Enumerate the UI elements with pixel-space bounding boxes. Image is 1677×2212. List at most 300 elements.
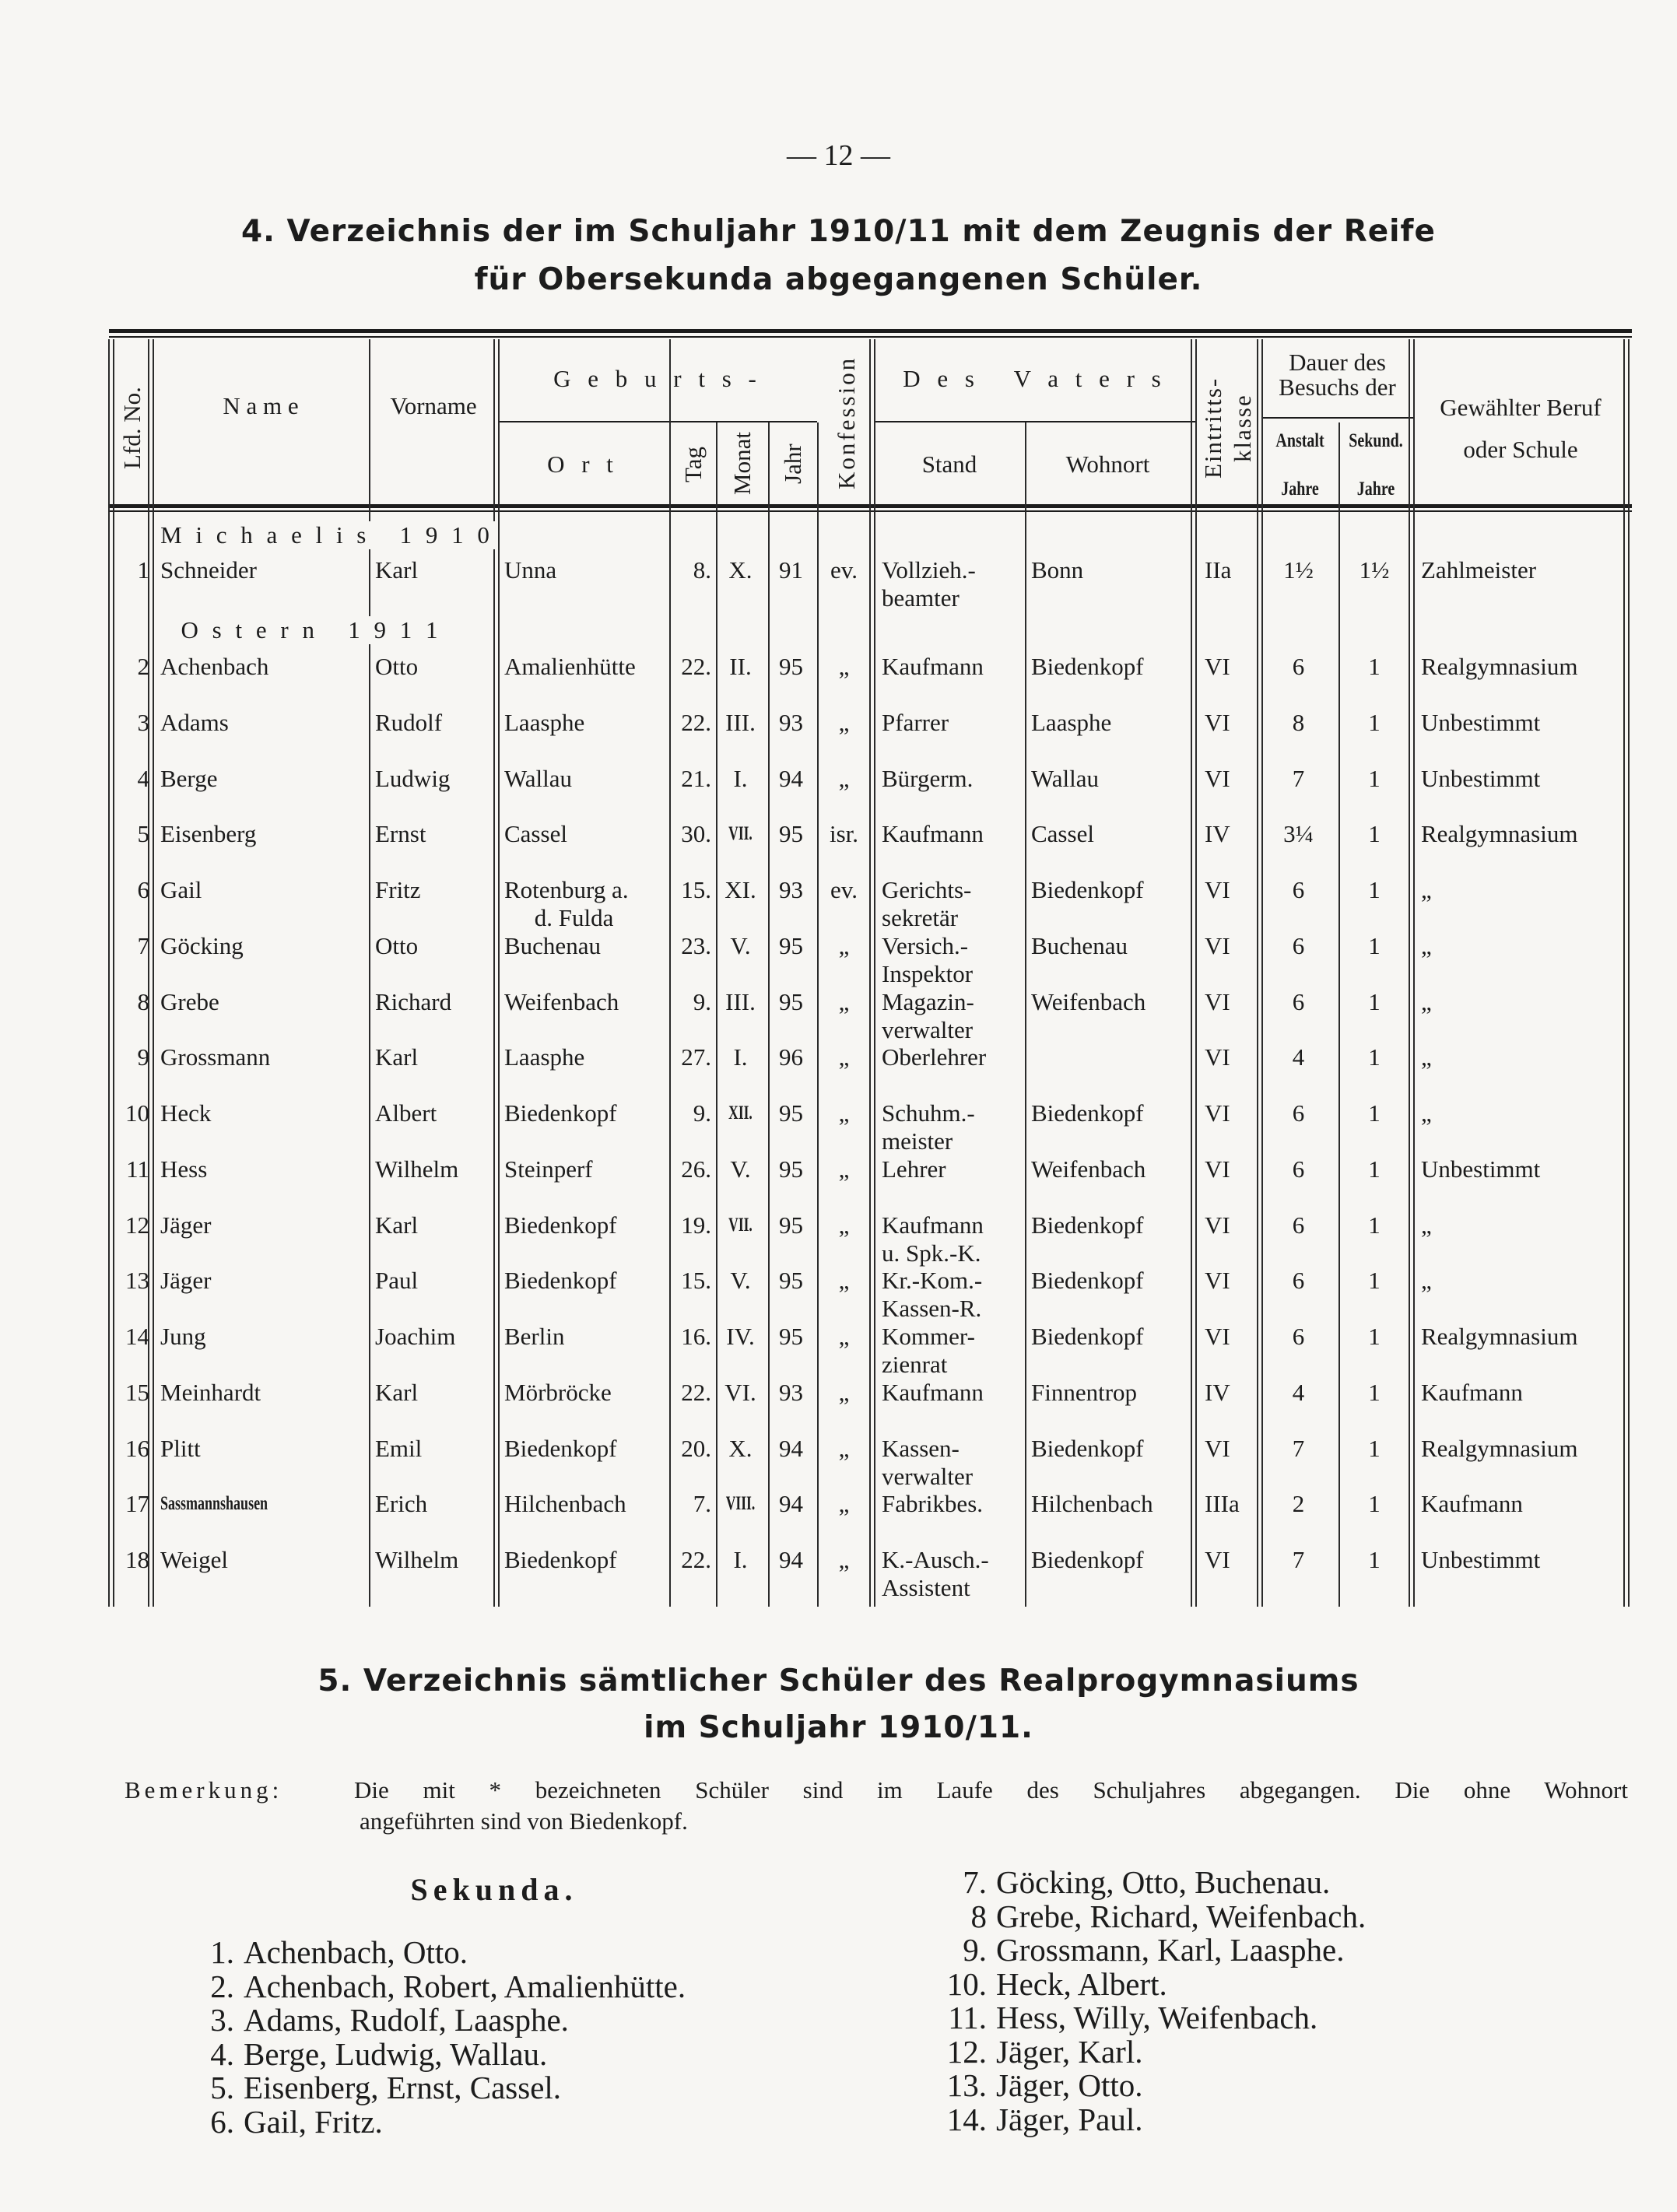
- table-cell-name: Jung: [160, 1323, 206, 1350]
- table-cell-beruf: Unbestimmt: [1421, 1155, 1541, 1183]
- table-cell-vorname: Karl: [375, 1211, 419, 1239]
- table-cell-tag: 15.: [681, 876, 711, 903]
- table-cell-tag: 19.: [681, 1211, 711, 1239]
- table-cell-tag: 22.: [681, 1546, 711, 1573]
- table-cell-name: Hess: [160, 1155, 208, 1183]
- page-number: — 12 —: [787, 139, 890, 172]
- table-cell-anstalt: 6: [1292, 931, 1305, 959]
- table-cell-jahr: 94: [779, 1490, 803, 1518]
- student-number: 12.: [946, 2033, 987, 2070]
- table-cell-no: 8: [137, 987, 149, 1015]
- table-cell-klasse: VI: [1205, 764, 1230, 792]
- table-cell-konf: „: [838, 931, 850, 959]
- note-line2: angeführten sind von Biedenkopf.: [360, 1807, 688, 1835]
- table-cell-sekund: 1: [1368, 653, 1381, 680]
- column-divider: [1409, 339, 1410, 1607]
- table-cell-wohnort: Bonn: [1031, 556, 1084, 584]
- table-cell-wohnort: Finnentrop: [1031, 1378, 1138, 1406]
- table-cell-vorname: Joachim: [375, 1323, 456, 1350]
- table-cell-name: Achenbach: [160, 653, 269, 680]
- table-cell-stand: Oberlehrer: [882, 1043, 987, 1071]
- student-number: 2.: [210, 1968, 234, 2004]
- table-cell-no: 5: [137, 820, 149, 848]
- table-cell-ort: Rotenburg a. d. Fulda: [504, 876, 629, 931]
- table-cell-jahr: 94: [779, 1434, 803, 1462]
- table-cell-no: 7: [137, 931, 149, 959]
- student-number: 1.: [210, 1934, 234, 1970]
- table-cell-stand: Pfarrer: [882, 708, 949, 736]
- table-cell-name: Jäger: [160, 1211, 212, 1239]
- column-divider: [148, 339, 149, 1607]
- table-cell-wohnort: Wallau: [1031, 764, 1100, 792]
- table-cell-name: Schneider: [160, 556, 257, 584]
- table-cell-ort: Biedenkopf: [504, 1434, 617, 1462]
- table-cell-anstalt: 7: [1292, 1546, 1305, 1573]
- table-top-rule: [109, 329, 1632, 333]
- column-divider: [108, 339, 110, 1607]
- table-cell-wohnort: Laasphe: [1031, 708, 1112, 736]
- table-cell-konf: isr.: [829, 820, 859, 848]
- table-cell-klasse: VI: [1205, 1099, 1230, 1127]
- table-cell-monat: V.: [730, 931, 751, 959]
- table-cell-ort: Hilchenbach: [504, 1490, 626, 1518]
- table-cell-tag: 22.: [681, 653, 711, 680]
- table-cell-stand: Gerichts- sekretär: [882, 876, 972, 931]
- table-cell-tag: 30.: [681, 820, 711, 848]
- table-cell-beruf: Kaufmann: [1421, 1490, 1523, 1518]
- table-cell-beruf: „: [1421, 1267, 1432, 1295]
- column-divider: [869, 339, 871, 1607]
- header-konfession: Konfession: [833, 356, 860, 490]
- table-cell-sekund: 1: [1368, 987, 1381, 1015]
- header-jahre-sekund: Jahre: [1356, 479, 1395, 500]
- group-michaelis: M i c h a e l i s 1 9 1 0: [156, 521, 498, 549]
- table-cell-ort: Unna: [504, 556, 557, 584]
- table-cell-no: 16: [125, 1434, 149, 1462]
- table-cell-tag: 21.: [681, 764, 711, 792]
- table-cell-wohnort: Biedenkopf: [1031, 1434, 1144, 1462]
- table-cell-klasse: VI: [1205, 1434, 1230, 1462]
- table-cell-jahr: 91: [779, 556, 803, 584]
- table-cell-anstalt: 6: [1292, 1267, 1305, 1295]
- student-entry: Berge, Ludwig, Wallau.: [244, 2035, 548, 2072]
- table-cell-klasse: IV: [1205, 820, 1230, 848]
- table-cell-klasse: VI: [1205, 708, 1230, 736]
- table-cell-jahr: 95: [779, 987, 803, 1015]
- column-divider: [874, 339, 875, 1607]
- table-cell-no: 6: [137, 876, 149, 903]
- table-cell-sekund: 1: [1368, 931, 1381, 959]
- table-cell-wohnort: Buchenau: [1031, 931, 1128, 959]
- table-cell-vorname: Karl: [375, 1378, 419, 1406]
- header-monat: Monat: [728, 432, 756, 496]
- table-cell-wohnort: Biedenkopf: [1031, 1211, 1144, 1239]
- table-cell-konf: „: [838, 1490, 850, 1518]
- table-cell-no: 11: [126, 1155, 149, 1183]
- table-cell-jahr: 95: [779, 820, 803, 848]
- table-cell-no: 10: [125, 1099, 149, 1127]
- table-cell-beruf: „: [1421, 876, 1432, 903]
- table-cell-beruf: „: [1421, 1043, 1432, 1071]
- header-dauer: Dauer des Besuchs der: [1279, 349, 1396, 401]
- table-cell-stand: Kaufmann: [882, 1378, 984, 1406]
- table-cell-jahr: 95: [779, 1267, 803, 1295]
- table-cell-stand: Kr.-Kom.- Kassen-R.: [882, 1267, 983, 1323]
- student-entry: Adams, Rudolf, Laasphe.: [244, 2002, 569, 2038]
- header-name: N a m e: [223, 392, 299, 419]
- header-sekund: Sekund.: [1349, 430, 1403, 451]
- table-cell-tag: 7.: [693, 1490, 711, 1518]
- table-cell-stand: Bürgerm.: [882, 764, 974, 792]
- table-cell-name: Heck: [160, 1099, 212, 1127]
- dauer-rule: [1261, 417, 1413, 419]
- table-cell-beruf: Kaufmann: [1421, 1378, 1523, 1406]
- table-cell-stand: Magazin- verwalter: [882, 987, 974, 1043]
- table-cell-vorname: Richard: [375, 987, 452, 1015]
- table-cell-wohnort: Biedenkopf: [1031, 1267, 1144, 1295]
- table-cell-sekund: 1: [1368, 1267, 1381, 1295]
- table-cell-beruf: „: [1421, 987, 1432, 1015]
- table-cell-klasse: VI: [1205, 1043, 1230, 1071]
- table-cell-ort: Biedenkopf: [504, 1211, 617, 1239]
- table-cell-tag: 15.: [681, 1267, 711, 1295]
- table-cell-wohnort: Weifenbach: [1031, 987, 1146, 1015]
- header-beruf: Gewählter Beruf oder Schule: [1440, 394, 1602, 463]
- table-cell-konf: ev.: [830, 876, 858, 903]
- table-cell-ort: Laasphe: [504, 1043, 585, 1071]
- table-cell-klasse: IV: [1205, 1378, 1230, 1406]
- table-cell-name: Eisenberg: [160, 820, 257, 848]
- table-cell-beruf: Realgymnasium: [1421, 1323, 1578, 1350]
- table-cell-vorname: Wilhelm: [375, 1155, 459, 1183]
- table-cell-klasse: VI: [1205, 987, 1230, 1015]
- table-cell-sekund: 1: [1368, 1490, 1381, 1518]
- table-cell-jahr: 93: [779, 1378, 803, 1406]
- table-cell-monat: VII.: [728, 1214, 753, 1236]
- student-entry: Hess, Willy, Weifenbach.: [996, 2000, 1318, 2035]
- table-cell-name: Meinhardt: [160, 1378, 261, 1406]
- table-cell-wohnort: Weifenbach: [1031, 1155, 1146, 1183]
- table-cell-vorname: Paul: [375, 1267, 419, 1295]
- table-cell-stand: Fabrikbes.: [882, 1490, 984, 1518]
- table-cell-stand: K.-Ausch.- Assistent: [882, 1546, 989, 1601]
- table-cell-monat: I.: [733, 1546, 748, 1573]
- table-cell-konf: „: [838, 708, 850, 736]
- table-cell-monat: XII.: [728, 1102, 753, 1124]
- table-cell-stand: Lehrer: [882, 1155, 946, 1183]
- table-cell-jahr: 95: [779, 931, 803, 959]
- header-wohnort: Wohnort: [1065, 450, 1150, 478]
- student-entry: Grebe, Richard, Weifenbach.: [996, 1898, 1367, 1934]
- table-cell-sekund: 1: [1368, 1043, 1381, 1071]
- table-cell-vorname: Ludwig: [375, 764, 451, 792]
- table-cell-monat: XI.: [724, 876, 756, 903]
- table-cell-no: 18: [125, 1546, 149, 1573]
- table-cell-konf: „: [838, 987, 850, 1015]
- table-cell-wohnort: Biedenkopf: [1031, 1546, 1144, 1573]
- table-cell-monat: V.: [730, 1267, 751, 1295]
- table-cell-konf: ev.: [830, 556, 858, 584]
- table-cell-tag: 9.: [693, 987, 711, 1015]
- table-cell-monat: VII.: [728, 823, 753, 845]
- student-entry: Achenbach, Otto.: [244, 1934, 468, 1970]
- table-cell-monat: II.: [729, 653, 752, 680]
- table-cell-konf: „: [838, 1211, 850, 1239]
- table-top-rule: [109, 336, 1632, 338]
- table-cell-vorname: Fritz: [375, 876, 421, 903]
- table-cell-vorname: Rudolf: [375, 708, 443, 736]
- section4-title-line2: für Obersekunda abgegangenen Schüler.: [474, 262, 1203, 297]
- table-cell-beruf: Unbestimmt: [1421, 1546, 1541, 1573]
- table-cell-konf: „: [838, 653, 850, 680]
- table-cell-monat: VI.: [724, 1378, 756, 1406]
- table-cell-tag: 27.: [681, 1043, 711, 1071]
- table-cell-no: 12: [125, 1211, 149, 1239]
- table-cell-vorname: Erich: [375, 1490, 428, 1518]
- table-cell-no: 9: [137, 1043, 149, 1071]
- table-cell-no: 14: [125, 1323, 149, 1350]
- table-cell-monat: X.: [728, 1434, 753, 1462]
- table-cell-klasse: VI: [1205, 931, 1230, 959]
- table-cell-jahr: 93: [779, 708, 803, 736]
- table-cell-tag: 22.: [681, 1378, 711, 1406]
- student-number: 13.: [946, 2067, 987, 2103]
- table-cell-tag: 22.: [681, 708, 711, 736]
- header-vorname: Vorname: [390, 392, 477, 419]
- table-cell-no: 3: [137, 708, 149, 736]
- student-number: 9.: [963, 1932, 987, 1968]
- table-cell-vorname: Albert: [375, 1099, 437, 1127]
- table-cell-sekund: 1: [1368, 1546, 1381, 1573]
- table-cell-jahr: 95: [779, 653, 803, 680]
- table-cell-anstalt: 6: [1292, 876, 1305, 903]
- section5-title-line1: 5. Verzeichnis sämtlicher Schüler des Realprogymnasiums: [318, 1663, 1359, 1698]
- table-cell-klasse: IIa: [1205, 556, 1232, 584]
- table-cell-wohnort: Biedenkopf: [1031, 653, 1144, 680]
- table-cell-monat: X.: [728, 556, 753, 584]
- group-ostern: O s t e r n 1 9 1 1: [156, 616, 467, 644]
- table-cell-konf: „: [838, 1434, 850, 1462]
- table-cell-stand: Kaufmann u. Spk.-K.: [882, 1211, 984, 1267]
- vaters-rule: [874, 421, 1195, 422]
- table-cell-name: Sassmannshausen: [160, 1493, 268, 1515]
- table-cell-anstalt: 6: [1292, 653, 1305, 680]
- header-jahr: Jahr: [779, 443, 806, 484]
- table-cell-no: 4: [137, 764, 149, 792]
- table-cell-sekund: 1: [1368, 1099, 1381, 1127]
- note-line1: Die mit * bezeichneten Schüler sind im Laufe des Schuljahres abgegangen. Die ohne Wohnort: [354, 1776, 1628, 1804]
- table-cell-beruf: „: [1421, 1211, 1432, 1239]
- table-cell-stand: Schuhm.- meister: [882, 1099, 975, 1155]
- table-cell-sekund: 1: [1368, 820, 1381, 848]
- table-cell-jahr: 93: [779, 876, 803, 903]
- header-des-vaters: D e s V a t e r s: [903, 365, 1167, 392]
- table-cell-name: Jäger: [160, 1267, 212, 1295]
- table-cell-anstalt: 4: [1292, 1043, 1305, 1071]
- table-cell-ort: Cassel: [504, 820, 567, 848]
- header-anstalt: Anstalt: [1275, 430, 1324, 451]
- table-cell-ort: Buchenau: [504, 931, 601, 959]
- table-cell-stand: Kommer- zienrat: [882, 1323, 975, 1378]
- table-cell-stand: Versich.- Inspektor: [882, 931, 974, 987]
- header-ort: O r t: [547, 450, 619, 478]
- table-cell-sekund: 1: [1368, 1378, 1381, 1406]
- student-entry: Achenbach, Robert, Amalienhütte.: [244, 1968, 686, 2004]
- table-cell-vorname: Otto: [375, 653, 419, 680]
- table-cell-konf: „: [838, 1323, 850, 1350]
- table-cell-tag: 9.: [693, 1099, 711, 1127]
- table-cell-jahr: 95: [779, 1211, 803, 1239]
- table-cell-sekund: 1: [1368, 764, 1381, 792]
- table-cell-stand: Vollzieh.- beamter: [882, 556, 976, 612]
- table-cell-klasse: VI: [1205, 1211, 1230, 1239]
- table-cell-beruf: Zahlmeister: [1421, 556, 1537, 584]
- table-cell-sekund: 1: [1368, 876, 1381, 903]
- table-cell-klasse: VI: [1205, 653, 1230, 680]
- student-entry: Jäger, Otto.: [996, 2067, 1143, 2103]
- table-cell-anstalt: 8: [1292, 708, 1305, 736]
- table-cell-anstalt: 1½: [1283, 556, 1314, 584]
- table-cell-wohnort: Biedenkopf: [1031, 1323, 1144, 1350]
- table-cell-konf: „: [838, 1378, 850, 1406]
- table-cell-tag: 23.: [681, 931, 711, 959]
- column-divider: [1623, 339, 1625, 1607]
- student-number: 4.: [210, 2035, 234, 2072]
- table-cell-sekund: 1: [1368, 1155, 1381, 1183]
- table-cell-no: 17: [125, 1490, 149, 1518]
- table-cell-wohnort: Biedenkopf: [1031, 1099, 1144, 1127]
- table-cell-konf: „: [838, 1267, 850, 1295]
- table-cell-anstalt: 4: [1292, 1378, 1305, 1406]
- student-number: 5.: [210, 2070, 234, 2105]
- table-cell-beruf: Unbestimmt: [1421, 708, 1541, 736]
- column-divider: [669, 339, 671, 1607]
- table-cell-ort: Biedenkopf: [504, 1546, 617, 1573]
- table-cell-tag: 16.: [681, 1323, 711, 1350]
- table-cell-sekund: 1: [1368, 1434, 1381, 1462]
- column-divider: [1257, 339, 1258, 1607]
- table-cell-monat: III.: [725, 987, 756, 1015]
- column-divider: [1628, 339, 1630, 1607]
- table-cell-ort: Wallau: [504, 764, 573, 792]
- table-cell-ort: Biedenkopf: [504, 1099, 617, 1127]
- table-cell-vorname: Emil: [375, 1434, 423, 1462]
- table-cell-name: Gail: [160, 876, 202, 903]
- student-number: 14.: [946, 2101, 987, 2137]
- column-divider: [1191, 339, 1192, 1607]
- table-cell-vorname: Karl: [375, 556, 419, 584]
- table-cell-beruf: Realgymnasium: [1421, 1434, 1578, 1462]
- table-cell-klasse: VI: [1205, 1546, 1230, 1573]
- table-cell-konf: „: [838, 1546, 850, 1573]
- column-divider: [113, 339, 114, 1607]
- student-number: 6.: [210, 2103, 234, 2140]
- table-cell-name: Adams: [160, 708, 229, 736]
- section5-title-line2: im Schuljahr 1910/11.: [644, 1710, 1033, 1745]
- table-cell-anstalt: 6: [1292, 1099, 1305, 1127]
- table-cell-konf: „: [838, 764, 850, 792]
- table-cell-monat: I.: [733, 1043, 748, 1071]
- student-entry: Jäger, Paul.: [996, 2101, 1143, 2137]
- column-divider: [1261, 339, 1263, 1607]
- table-cell-no: 2: [137, 653, 149, 680]
- table-cell-ort: Biedenkopf: [504, 1267, 617, 1295]
- table-cell-ort: Amalienhütte: [504, 653, 636, 680]
- table-cell-vorname: Ernst: [375, 820, 426, 848]
- student-number: 7.: [963, 1864, 987, 1900]
- table-cell-monat: III.: [725, 708, 756, 736]
- table-cell-ort: Laasphe: [504, 708, 585, 736]
- table-cell-no: 13: [125, 1267, 149, 1295]
- header-jahre-anstalt: Jahre: [1281, 479, 1319, 500]
- column-divider: [1195, 339, 1197, 1607]
- table-cell-klasse: VI: [1205, 1323, 1230, 1350]
- note-label: Bemerkung:: [125, 1776, 283, 1804]
- table-cell-no: 1: [137, 556, 149, 584]
- table-cell-jahr: 94: [779, 1546, 803, 1573]
- student-number: 11.: [948, 2000, 987, 2035]
- table-cell-name: Grossmann: [160, 1043, 271, 1071]
- column-divider: [1025, 422, 1026, 1607]
- class-heading: Sekunda.: [410, 1872, 578, 1907]
- table-cell-anstalt: 6: [1292, 1211, 1305, 1239]
- table-cell-monat: I.: [733, 764, 748, 792]
- header-eintritts-klasse: Eintritts- klasse: [1199, 377, 1256, 479]
- table-cell-jahr: 96: [779, 1043, 803, 1071]
- table-cell-name: Weigel: [160, 1546, 229, 1573]
- table-cell-anstalt: 2: [1292, 1490, 1305, 1518]
- table-cell-klasse: VI: [1205, 1267, 1230, 1295]
- table-cell-stand: Kassen- verwalter: [882, 1434, 974, 1490]
- student-entry: Heck, Albert.: [996, 1965, 1167, 2002]
- table-cell-sekund: 1: [1368, 708, 1381, 736]
- table-cell-vorname: Otto: [375, 931, 419, 959]
- table-cell-beruf: „: [1421, 931, 1432, 959]
- table-cell-wohnort: Biedenkopf: [1031, 876, 1144, 903]
- student-number: 3.: [210, 2002, 234, 2038]
- header-stand: Stand: [921, 450, 977, 478]
- table-cell-anstalt: 3¼: [1283, 820, 1314, 848]
- table-cell-konf: „: [838, 1043, 850, 1071]
- header-tag: Tag: [679, 446, 707, 483]
- table-cell-stand: Kaufmann: [882, 653, 984, 680]
- table-cell-ort: Weifenbach: [504, 987, 619, 1015]
- table-cell-tag: 20.: [681, 1434, 711, 1462]
- table-cell-beruf: Unbestimmt: [1421, 764, 1541, 792]
- table-cell-no: 15: [125, 1378, 149, 1406]
- table-cell-ort: Steinperf: [504, 1155, 593, 1183]
- table-cell-jahr: 95: [779, 1155, 803, 1183]
- table-cell-name: Plitt: [160, 1434, 201, 1462]
- table-cell-anstalt: 6: [1292, 1323, 1305, 1350]
- table-cell-klasse: VI: [1205, 1155, 1230, 1183]
- table-cell-wohnort: Hilchenbach: [1031, 1490, 1153, 1518]
- table-cell-anstalt: 7: [1292, 1434, 1305, 1462]
- table-cell-anstalt: 6: [1292, 1155, 1305, 1183]
- table-cell-jahr: 94: [779, 764, 803, 792]
- column-divider: [153, 339, 154, 1607]
- table-cell-jahr: 95: [779, 1323, 803, 1350]
- table-cell-jahr: 95: [779, 1099, 803, 1127]
- student-entry: Jäger, Karl.: [996, 2033, 1143, 2070]
- student-entry: Eisenberg, Ernst, Cassel.: [244, 2070, 562, 2105]
- table-cell-monat: V.: [730, 1155, 751, 1183]
- column-divider: [1413, 339, 1415, 1607]
- header-geburts: G e b u r t s -: [553, 365, 762, 392]
- table-cell-tag: 8.: [693, 556, 711, 584]
- table-cell-vorname: Wilhelm: [375, 1546, 459, 1573]
- table-cell-monat: IV.: [726, 1323, 755, 1350]
